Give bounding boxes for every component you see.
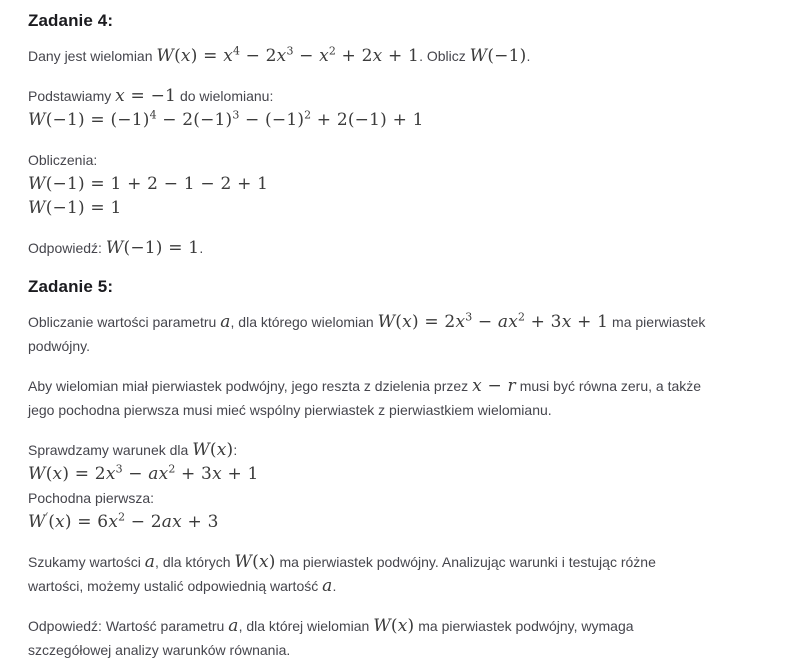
text-line: Szukamy wartości a, dla których W(x) ma pierwiastek podwójny. Analizując warunki i testując różne wartości, możemy ustalić odpowiednią wartość a.	[28, 552, 656, 596]
inline-math: a	[228, 616, 239, 636]
text-line: Dany jest wielomian $W(x) = x^4 - 2x^3 - x^2 + 2x + 1$. Oblicz W(−1).	[28, 44, 531, 66]
inline-math: a	[144, 552, 156, 572]
text-line	[28, 172, 712, 196]
text-line	[28, 462, 712, 486]
paragraph	[28, 438, 712, 534]
section-heading: Zadanie 5:	[28, 277, 114, 296]
text-line: Podstawiamy x = −1 do wielomianu:	[28, 86, 274, 106]
text-line	[28, 108, 712, 132]
inline-math: W(−1) = 1	[28, 198, 122, 218]
inline-math: W(−1) = 1 + 2 − 1 − 2 + 1	[28, 174, 269, 194]
inline-math: a	[322, 576, 333, 596]
inline-math: W(x)	[192, 440, 234, 460]
paragraph	[28, 550, 712, 598]
paragraph	[28, 614, 712, 660]
paragraph	[28, 84, 712, 132]
task-section	[28, 10, 712, 260]
inline-math: W(−1)	[469, 46, 527, 66]
inline-math: $W(-1) = (-1)^4 - 2(-1)^3 - (-1)^2 + 2(-1) + 1$	[28, 108, 424, 130]
inline-math: x = −1	[115, 86, 177, 106]
inline-math: W(x)	[234, 552, 276, 572]
paragraph	[28, 310, 712, 358]
text-line: Aby wielomian miał pierwiastek podwójny, jego reszta z dzielenia przez x − r musi być równa zeru, a także jego pochodna pierwsza musi mieć wspólny pierwiastek z pierwiastkiem wielomianu.	[28, 376, 702, 418]
paragraph	[28, 148, 712, 220]
text-line: Pochodna pierwsza:	[28, 490, 155, 506]
paragraph	[28, 236, 712, 260]
text-line: Odpowiedź: Wartość parametru a, dla której wielomian W(x) ma pierwiastek podwójny, wymaga szczegółowej analizy warunków równania.	[28, 616, 634, 658]
text-line: Sprawdzamy warunek dla W(x):	[28, 440, 238, 460]
text-line: Obliczanie wartości parametru a, dla którego wielomian $W(x) = 2x^3 - ax^2 + 3x + 1$ ma pierwiastek podwójny.	[28, 310, 706, 354]
inline-math: $W'(x) = 6x^2 - 2ax + 3$	[28, 510, 219, 532]
section-heading: Zadanie 4:	[28, 11, 114, 30]
inline-math: $W(x) = 2x^3 - ax^2 + 3x + 1$	[377, 310, 609, 332]
inline-math: $W(x) = x^4 - 2x^3 - x^2 + 2x + 1$	[156, 44, 420, 66]
text-line: Odpowiedź: W(−1) = 1.	[28, 238, 204, 258]
inline-math: W(x)	[373, 616, 415, 636]
task-section	[28, 276, 712, 660]
text-line: Obliczenia:	[28, 152, 98, 168]
inline-math: a	[220, 312, 231, 332]
inline-math: x − r	[472, 376, 516, 396]
paragraph	[28, 374, 712, 422]
paragraph	[28, 44, 712, 68]
inline-math: W(−1) = 1	[105, 238, 200, 258]
text-line	[28, 196, 712, 220]
text-line	[28, 510, 712, 534]
inline-math: $W(x) = 2x^3 - ax^2 + 3x + 1$	[28, 462, 259, 484]
